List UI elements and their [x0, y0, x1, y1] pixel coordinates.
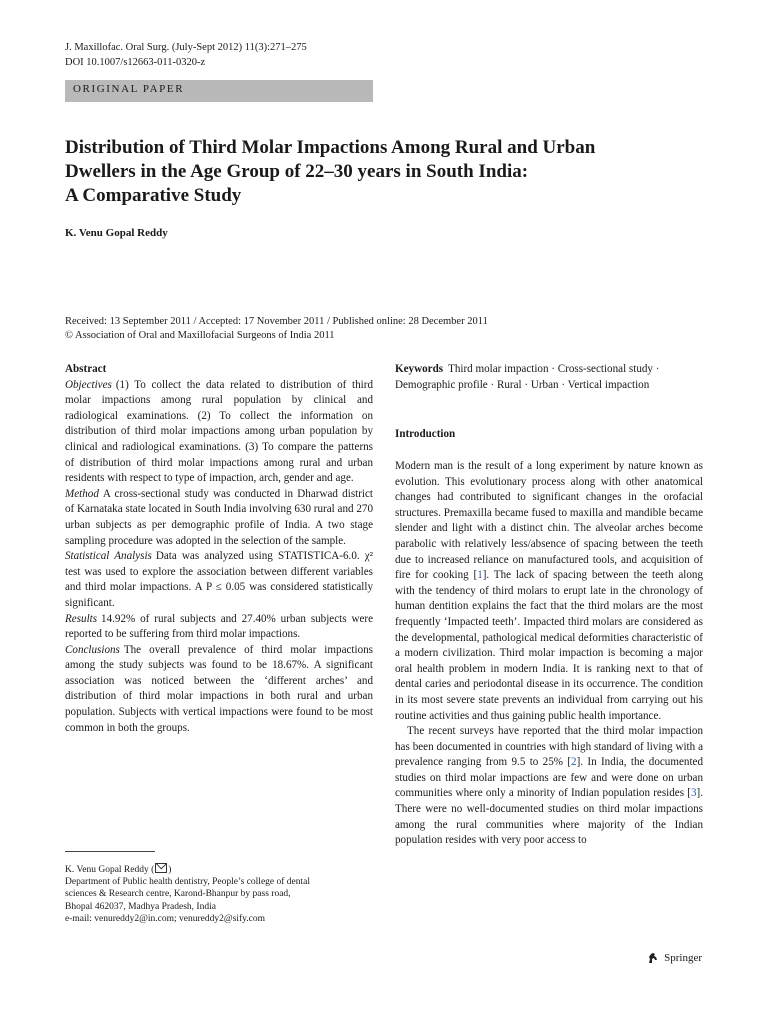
introduction-body: [395, 459, 703, 849]
citation-link[interactable]: 3: [690, 787, 697, 800]
intro-text: The recent surveys have reported that the third molar impaction has been documented in countries with high standard of living with a prevalence ranging from 9.5 to 25% [: [395, 725, 703, 769]
title-line: Dwellers in the Age Group of 22–30 years in South India:: [65, 161, 529, 182]
journal-header: [65, 40, 307, 70]
footnote-divider: [65, 851, 155, 852]
article-type-label: ORIGINAL PAPER: [73, 83, 185, 95]
stats-text: Data was analyzed using STATISTICA-6.0. χ² test was used to explore the association between different variables and third molar impactions. A P ≤ 0.05 was considered statistically significant.: [65, 550, 373, 609]
abstract-method: [65, 487, 373, 549]
springer-horse-icon: [646, 951, 660, 965]
publisher-name: Springer: [664, 952, 702, 964]
intro-text: Modern man is the result of a long experiment by nature known as evolution. This evolutionary process along with other anatomical changes had contributed to significant changes in the orofacial structures. Premaxilla became fused to maxilla and mandible became slender and light with a distinct chin. The alveolar arches become parabolic with relatively less/absence of spacing between the teeth due to increased reliance on manufactured tools, and acquisition of fire for cooking [: [395, 460, 703, 582]
abstract-results: [65, 612, 373, 643]
title-line: Distribution of Third Molar Impactions Among Rural and Urban: [65, 137, 596, 158]
history-dates: Received: 13 September 2011 / Accepted: 17 November 2011 / Published online: 28 December 2011: [65, 316, 488, 327]
intro-paragraph: [395, 724, 703, 849]
objectives-text: (1) To collect the data related to distribution of third molar impactions among rural population by clinical and radiological examinations. (2) To collect the information on distribution of third molar impactions among urban population by clinical and radiological examinations. (3) To compare the patterns of distribution of third molar impactions among rural and urban residents with respect to type of impaction, arch, gender and age.: [65, 378, 373, 485]
footnote-author-close: ): [168, 865, 172, 875]
method-text: A cross-sectional study was conducted in Dharwad district of Karnataka state located in South India involving 630 rural and 270 urban subjects as per demographic profile of India. A two stage sampling procedure was adopted in the selection of the sample.: [65, 487, 373, 547]
citation-link[interactable]: 2: [571, 756, 577, 769]
abstract-heading: Abstract: [65, 363, 107, 375]
corresponding-author: [65, 863, 375, 876]
objectives-label: Objectives: [65, 378, 112, 391]
envelope-icon[interactable]: [155, 863, 167, 873]
publisher-mark: [646, 951, 702, 965]
publication-history: [65, 315, 488, 343]
keywords-text: Third molar impaction · Cross-sectional study · Demographic profile · Rural · Urban · Vertical impaction: [395, 363, 660, 391]
intro-text: ]. The lack of spacing between the teeth along with the tendency of third molars to erupt late in the chronology of human dentition explains the fact that the third molars are the most frequently ‘Impacted teeth’. Impacted third molars are considered as the developmental, pathological medical deformities characteristic of a modern civilization. Third molar impaction is becoming a major oral health problem in modern India. It is ranking next to that of dental caries and periodontal disease in its occurrence. The condition in its most severe state prevents an individual from carrying out his routine activities and thus gaining public health importance.: [395, 569, 703, 722]
affiliation-line: Department of Public health dentistry, People’s college of dental: [65, 877, 310, 888]
abstract-conclusions: [65, 643, 373, 737]
journal-citation: J. Maxillofac. Oral Surg. (July-Sept 2012) 11(3):271–275: [65, 42, 307, 53]
intro-text: ]. In India, the documented studies on third molar impactions are few and were done on urban communities where only a minority of Indian population resides [: [395, 756, 703, 800]
abstract-objectives: [65, 378, 373, 487]
results-label: Results: [65, 612, 98, 625]
introduction-heading: Introduction: [395, 428, 456, 440]
intro-text: ]. There were no well-documented studies on third molar impactions among the rural communities where majority of the Indian population resides with very poor access to: [395, 787, 703, 847]
stats-label: Statistical Analysis: [65, 550, 152, 563]
citation-link[interactable]: 1: [477, 569, 483, 582]
conclusions-text: The overall prevalence of third molar impactions among the study subjects was found to be 18.67%. A significant association was noticed between the ‘different arches’ and distribution of third molar impactions in both rural and urban population. Subjects with vertical impactions were found to be most common in both the groups.: [65, 643, 373, 734]
conclusions-label: Conclusions: [65, 643, 120, 656]
article-title: [65, 136, 715, 208]
affiliation-line: Bhopal 462037, Madhya Pradesh, India: [65, 901, 216, 912]
intro-paragraph: [395, 459, 703, 724]
doi-link[interactable]: DOI 10.1007/s12663-011-0320-z: [65, 57, 206, 68]
abstract-section: [65, 362, 373, 736]
results-text: 14.92% of rural subjects and 27.40% urban subjects were reported to be suffering from third molar impactions.: [65, 612, 373, 641]
author-footnote: [65, 863, 375, 925]
article-type-banner: [65, 80, 373, 102]
title-line: A Comparative Study: [65, 185, 242, 206]
affiliation-line: sciences & Research centre, Karond-Bhanpur by pass road,: [65, 889, 291, 900]
author-name[interactable]: K. Venu Gopal Reddy: [65, 227, 168, 239]
keywords-section: [395, 362, 705, 393]
method-label: Method: [65, 487, 99, 500]
footnote-author: K. Venu Gopal Reddy (: [65, 865, 155, 875]
abstract-statistical-analysis: [65, 549, 373, 611]
author-email[interactable]: e-mail: venureddy2@in.com; venureddy2@sify.com: [65, 913, 265, 924]
copyright-notice: © Association of Oral and Maxillofacial Surgeons of India 2011: [65, 330, 335, 341]
keywords-label: Keywords: [395, 363, 444, 375]
